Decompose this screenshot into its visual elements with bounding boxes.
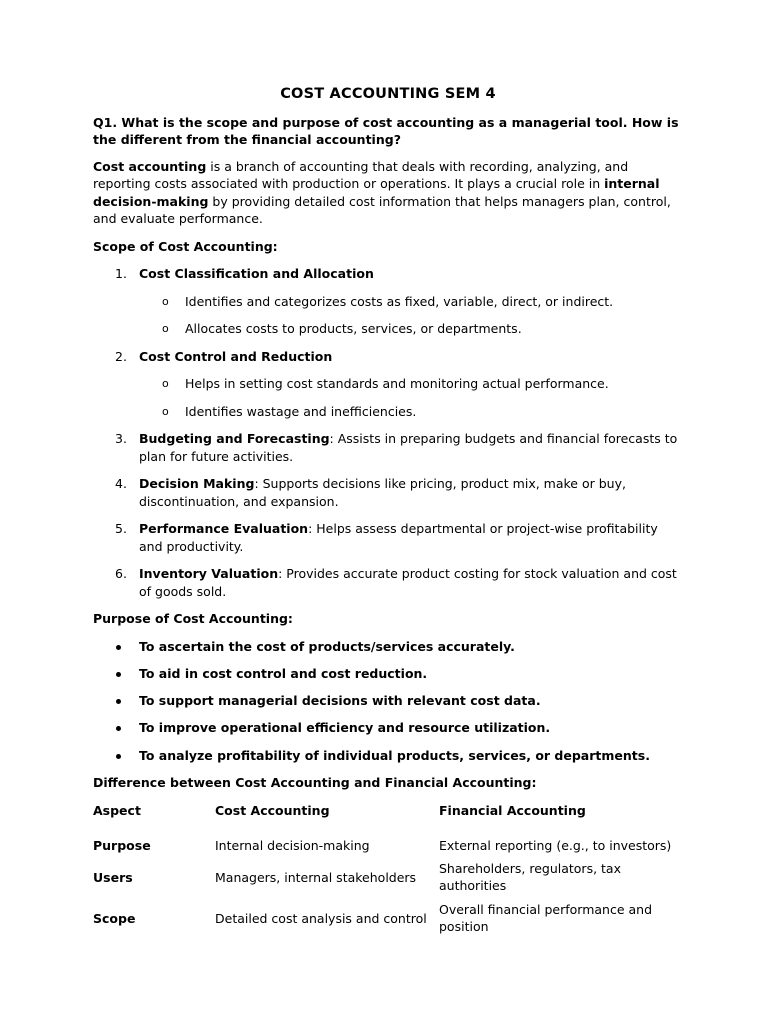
bullet-icon <box>116 645 121 650</box>
scope-sublist <box>139 293 683 338</box>
purpose-item <box>93 638 683 656</box>
scope-subitem-text: Identifies wastage and inefficiencies. <box>185 403 417 419</box>
scope-item-title: Cost Control and Reduction <box>139 348 333 364</box>
scope-item-number: 5. <box>115 521 127 536</box>
scope-item <box>93 475 683 510</box>
intro-bold-2: internal decision-making <box>93 176 660 209</box>
scope-item-title: Cost Classification and Allocation <box>139 266 374 281</box>
scope-item-number: 2. <box>115 348 127 364</box>
bullet-icon <box>116 754 121 759</box>
scope-item <box>93 348 683 421</box>
bullet-icon <box>116 672 121 677</box>
bullet-icon <box>116 726 121 731</box>
scope-item-title: Performance Evaluation <box>139 521 309 536</box>
scope-subitem <box>139 320 683 338</box>
table-header-cell: Aspect <box>93 803 141 819</box>
scope-item <box>93 430 683 465</box>
scope-item-text: : Supports decisions like pricing, product mix, make or buy, discontinuation, and expansion. <box>139 476 626 509</box>
purpose-list <box>93 638 683 765</box>
table-row <box>93 860 683 895</box>
table-header-cell: Cost Accounting <box>215 803 330 819</box>
scope-item <box>93 565 683 600</box>
question-text: Q1. What is the scope and purpose of cost accounting as a managerial tool. How is the different from the financial accounting? <box>93 114 679 147</box>
table-cell: Managers, internal stakeholders <box>215 869 417 885</box>
scope-item-title: Inventory Valuation <box>139 566 279 581</box>
table-cell: Purpose <box>93 837 151 853</box>
scope-item-title: Budgeting and Forecasting <box>139 431 330 446</box>
purpose-item <box>93 747 683 765</box>
table-row <box>93 895 683 942</box>
table-cell: Shareholders, regulators, tax authorities <box>439 860 621 894</box>
scope-subitem-text: Identifies and categorizes costs as fixed, variable, direct, or indirect. <box>185 293 614 309</box>
scope-item-number: 1. <box>115 266 127 281</box>
table-cell: Overall financial performance and position <box>439 901 653 935</box>
bullet-icon <box>116 699 121 704</box>
circle-bullet-icon: o <box>162 294 169 308</box>
scope-list <box>93 265 683 600</box>
circle-bullet-icon: o <box>162 377 169 390</box>
table-cell: Scope <box>93 910 136 926</box>
scope-item-text: : Helps assess departmental or project-wise profitability and productivity. <box>139 521 658 554</box>
scope-item-number: 4. <box>115 476 127 491</box>
difference-heading: Difference between Cost Accounting and Financial Accounting: <box>93 774 537 790</box>
scope-item-text: : Provides accurate product costing for stock valuation and cost of goods sold. <box>139 566 677 599</box>
scope-subitem-text: Helps in setting cost standards and monitoring actual performance. <box>185 376 609 391</box>
scope-item-text: : Assists in preparing budgets and financial forecasts to plan for future activities. <box>139 431 678 464</box>
intro-paragraph <box>93 158 683 228</box>
difference-table <box>93 802 683 942</box>
purpose-item <box>93 692 683 710</box>
scope-sublist <box>139 375 683 420</box>
intro-text-2: by providing detailed cost information that helps managers plan, control, and evaluate performance. <box>93 193 671 226</box>
table-cell: External reporting (e.g., to investors) <box>439 837 672 853</box>
intro-text-1: is a branch of accounting that deals with recording, analyzing, and reporting costs associated with production or operations. It plays a crucial role in <box>93 158 629 191</box>
table-cell: Internal decision-making <box>215 837 370 853</box>
document-title: COST ACCOUNTING SEM 4 <box>280 86 496 102</box>
purpose-item-text: To aid in cost control and cost reduction. <box>139 665 428 681</box>
table-row <box>93 820 683 860</box>
scope-subitem <box>139 375 683 393</box>
table-cell: Detailed cost analysis and control <box>215 910 427 926</box>
document-page <box>93 86 683 942</box>
scope-item <box>93 520 683 555</box>
scope-subitem <box>139 403 683 421</box>
purpose-item-text: To support managerial decisions with relevant cost data. <box>139 693 541 709</box>
scope-item-number: 6. <box>115 566 127 581</box>
scope-item-number: 3. <box>115 431 127 446</box>
table-header-cell: Financial Accounting <box>439 803 586 819</box>
purpose-item <box>93 665 683 683</box>
scope-item-title: Decision Making <box>139 476 255 491</box>
purpose-item-text: To ascertain the cost of products/services accurately. <box>139 638 515 654</box>
scope-subitem <box>139 293 683 311</box>
purpose-item-text: To analyze profitability of individual products, services, or departments. <box>139 747 650 763</box>
circle-bullet-icon: o <box>162 322 169 335</box>
circle-bullet-icon: o <box>162 404 169 418</box>
purpose-item <box>93 719 683 737</box>
purpose-item-text: To improve operational efficiency and resource utilization. <box>139 720 551 736</box>
intro-term: Cost accounting <box>93 158 207 174</box>
purpose-heading: Purpose of Cost Accounting: <box>93 611 293 626</box>
table-cell: Users <box>93 869 133 885</box>
scope-subitem-text: Allocates costs to products, services, or departments. <box>185 321 522 336</box>
table-header-row <box>93 802 683 820</box>
scope-item <box>93 265 683 338</box>
scope-heading: Scope of Cost Accounting: <box>93 238 278 254</box>
